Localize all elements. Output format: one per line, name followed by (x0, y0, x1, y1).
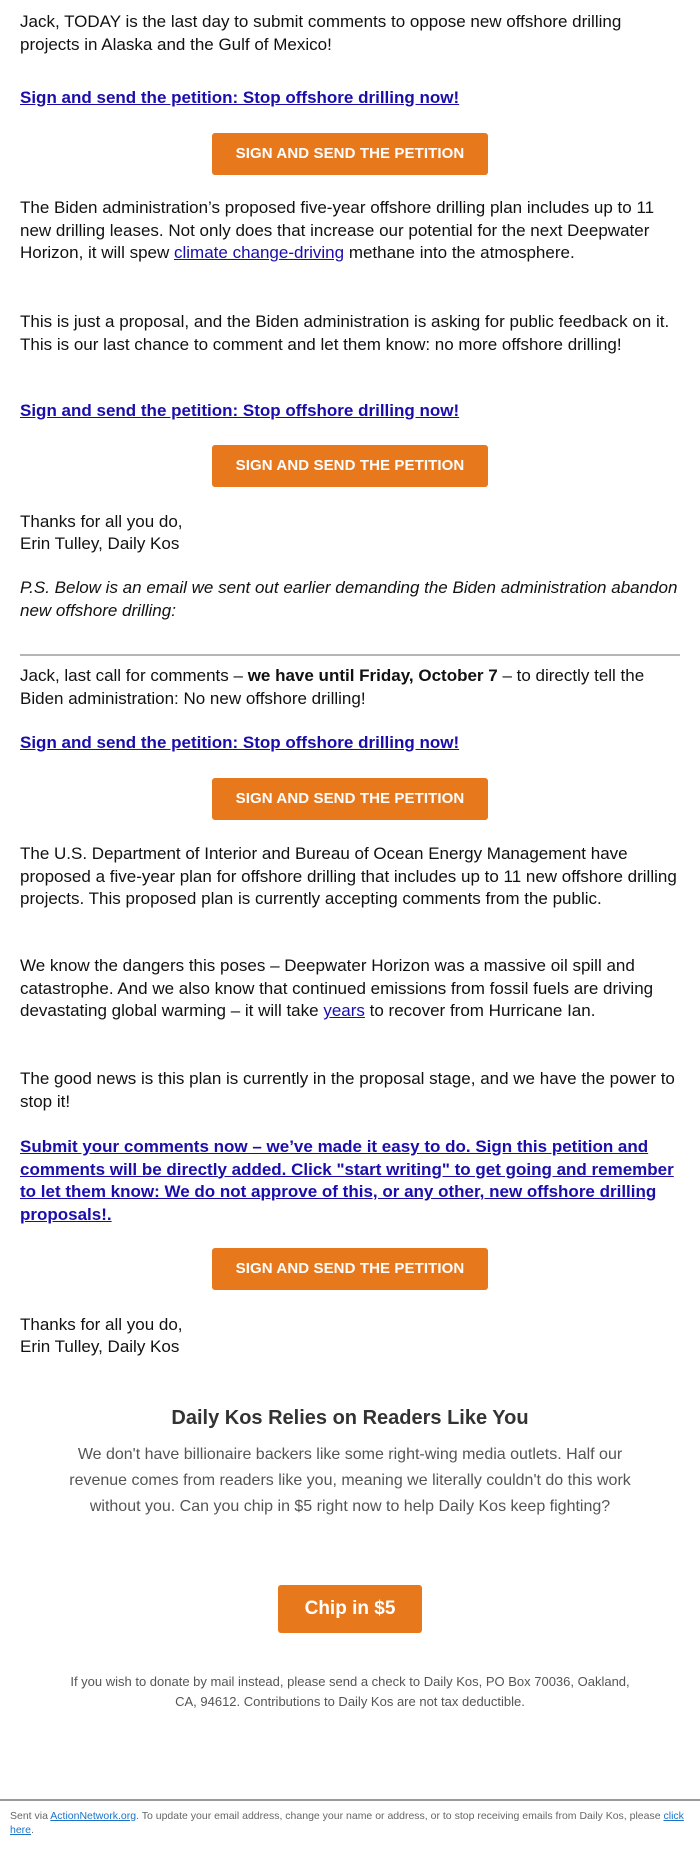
submit-comments-link[interactable]: Submit your comments now – we’ve made it easy to do. Sign this petition and comments will be directly added. Click "start writing" to get going and remember to let them know: We do not approve of this, or any other, new offshore drilling proposals!. (20, 1137, 674, 1224)
dangers-text-start: We know the dangers this poses – Deepwater Horizon was a massive oil spill and catastrophe. And we also know that continued emissions from fossil fuels are driving devastating global warming – it will take (20, 956, 654, 1020)
interior-paragraph: The U.S. Department of Interior and Bureau of Ocean Energy Management have proposed a five-year plan for offshore drilling that includes up to 11 new offshore drilling projects. This proposed plan is currently accepting comments from the public. (20, 844, 677, 908)
climate-change-link[interactable]: climate change-driving (174, 243, 345, 262)
click-here-link[interactable]: click here (10, 1810, 684, 1836)
dangers-paragraph (20, 955, 680, 1023)
proposal-paragraph: This is just a proposal, and the Biden administration is asking for public feedback on it. This is our last chance to comment and let them know: no more offshore drilling! (20, 312, 670, 354)
plan-text-start: The Biden administration’s proposed five-year offshore drilling plan includes up to 11 new drilling leases. Not only does that increase our potential for the next Deepwater Horizon, it will spew (20, 198, 655, 262)
signature-1: Erin Tulley, Daily Kos (20, 534, 180, 553)
mail-donation-text: If you wish to donate by mail instead, please send a check to Daily Kos, PO Box 70036, Oakland, CA, 94612. Contributions to Daily Kos are not tax deductible. (70, 1674, 630, 1709)
footer-end: . (31, 1824, 34, 1836)
plan-paragraph (20, 197, 680, 265)
sign-petition-button-2[interactable]: SIGN AND SEND THE PETITION (212, 445, 488, 487)
plan-text-end: methane into the atmosphere. (344, 243, 575, 262)
actionnetwork-link[interactable]: ActionNetwork.org (50, 1810, 137, 1822)
petition-link-1[interactable]: Sign and send the petition: Stop offshore drilling now! (20, 88, 460, 107)
intro-paragraph: Jack, TODAY is the last day to submit comments to oppose new offshore drilling projects in Alaska and the Gulf of Mexico! (20, 12, 622, 54)
thanks-line-1: Thanks for all you do, (20, 512, 183, 531)
section-divider (20, 654, 680, 656)
petition-link-3[interactable]: Sign and send the petition: Stop offshore drilling now! (20, 733, 460, 752)
petition-link-2[interactable]: Sign and send the petition: Stop offshore drilling now! (20, 401, 460, 420)
ps-paragraph: P.S. Below is an email we sent out earlier demanding the Biden administration abandon new offshore drilling: (20, 578, 678, 620)
footer-divider (0, 1799, 700, 1801)
sign-petition-button-1[interactable]: SIGN AND SEND THE PETITION (212, 133, 488, 175)
sign-petition-button-3[interactable]: SIGN AND SEND THE PETITION (212, 778, 488, 820)
dangers-text-end: to recover from Hurricane Ian. (364, 1001, 596, 1020)
signature-2: Erin Tulley, Daily Kos (20, 1337, 180, 1356)
footer-text: . To update your email address, change your name or address, or to stop receiving emails from Daily Kos, please (136, 1810, 664, 1822)
last-call-paragraph (20, 665, 680, 710)
last-call-text-end: – to directly tell the Biden administration: No new offshore drilling! (20, 666, 645, 708)
years-link[interactable]: years (323, 1001, 365, 1020)
deadline-text: we have until Friday, October 7 (247, 666, 498, 685)
last-call-text-start: Jack, last call for comments – (20, 666, 248, 685)
thanks-line-2: Thanks for all you do, (20, 1315, 183, 1334)
donate-heading: Daily Kos Relies on Readers Like You (171, 1407, 529, 1429)
donate-text: We don't have billionaire backers like some right-wing media outlets. Half our revenue comes from readers like you, meaning we literally couldn't do this work without you. Can you chip in $5 right now to help Daily Kos keep fighting? (69, 1446, 631, 1515)
good-news-paragraph: The good news is this plan is currently in the proposal stage, and we have the power to stop it! (20, 1069, 675, 1111)
footer-sent-via: Sent via (10, 1810, 51, 1822)
footer (10, 1809, 690, 1837)
donate-section (0, 1407, 700, 1515)
sign-petition-button-4[interactable]: SIGN AND SEND THE PETITION (212, 1248, 488, 1290)
chip-in-button[interactable]: Chip in $5 (278, 1585, 422, 1633)
